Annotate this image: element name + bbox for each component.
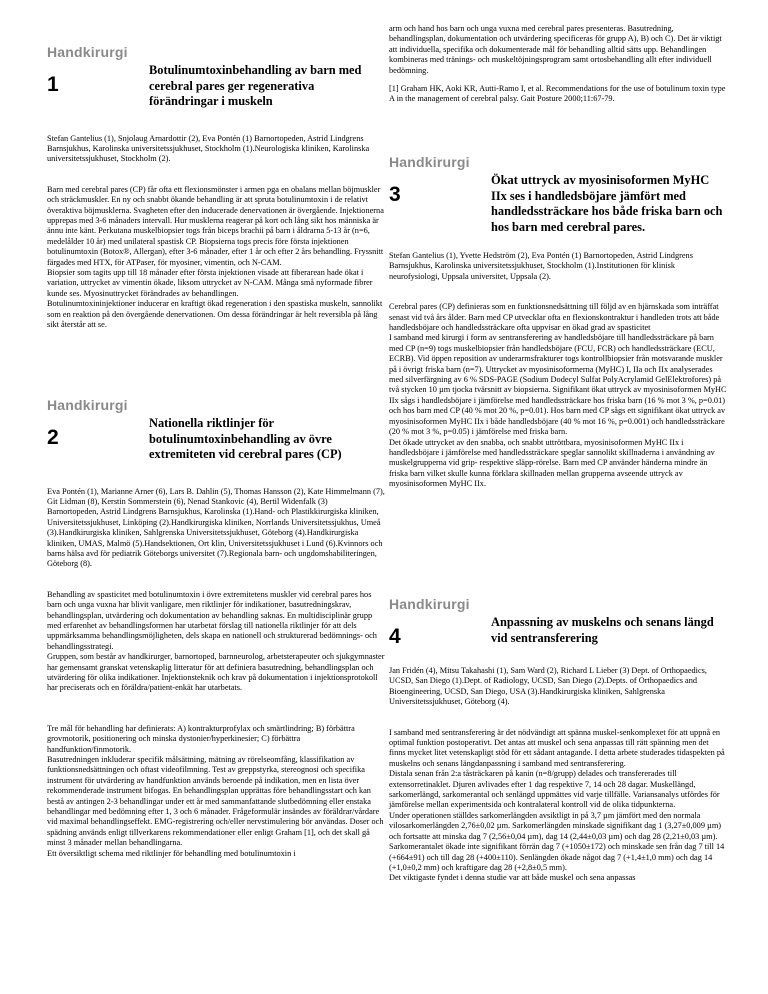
abstract-2 — [47, 397, 385, 859]
abstract-body-continued: Tre mål för behandling har definierats: A) kontrakturprofylax och smärtlindring; B) förbättra grovmotorik, positionering och minska dystonier/hyperkinesier; C) förbättra handfunktion/finmotorik. Basutredningen inkluderar specifik målsättning, mätning av rörelseomfång, klassifikation av funktionsnedsättningen och oftast videofilmning. Test av greppstyrka, stereognosi och specifika instrument för utvärdering av handfunktion används beroende på indikation, men en lista över rekommenderade instrument bifogas. En behandlingsplan upprättas före behandlingsstart och kan bestå av antingen 2-3 behandlingar under ett år med sammanfattande slutbedömning eller enstaka behandlingar med bedömning efter 1, 3 och 6 månader. Frågeformulär insändes av föräldrar/vårdare vid maximal behandlingseffekt. EMG-registrering och/eller nervstimulering bör användas. Doser och spädning används enligt tillverkarens rekommendationer eller enligt Graham [1], och det skall gå minst 3 månader mellan behandlingarna. Ett översiktligt schema med riktlinjer för behandling med botulinumtoxin i — [47, 723, 384, 858]
abstract-title: Botulinumtoxinbehandling av barn med cerebral pares ger regenerativa förändringar i muskeln — [149, 63, 362, 108]
abstract-body: Behandling av spasticitet med botulinumtoxin i övre extremitetens muskler vid cerebral pares hos barn och unga vuxna har blivit vanligare, men riktlinjer för indikationer, basutredningskrav, behandlingsplan, utvärdering och dokumentation av behandling saknas. En multidisciplinär grupp med erfarenhet av behandlingsformen har utarbetat förslag till nationella riktlinjer för att dels uppmärksamma behandlingsmöjligheten, dels skapa en nationell och strukturerad bedömnings- och behandlingsstrategi. Gruppen, som består av handkirurger, barnortoped, barnneurolog, arbetsterapeuter och sjukgymnaster har gemensamt granskat vetenskaplig litteratur för att definiera basutredning, behandlingsplan och utvärdering för olika indikationer. Injektionsteknik och krav på dokumentation i injektionsprotokoll har preciserats och en föräldra/patient-enkät har utarbetats. — [47, 589, 385, 693]
abstract-authors: Stefan Gantelius (1), Snjolaug Arnardottir (2), Eva Pontén (1) Barnortopeden, Astrid Lindgrens Barnsjukhus, Karolinska universitetssjukhuset, Stockholm (1).Neurologiska kliniken, Karolinska universitetssjukhuset, Stockholm (2). — [47, 133, 370, 164]
abstract-title: Anpassning av muskelns och senans längd vid sentransferering — [491, 615, 714, 645]
abstract-number: 4 — [389, 625, 401, 648]
section-label: Handkirurgi — [389, 596, 470, 612]
abstract-4 — [389, 596, 727, 884]
section-label: Handkirurgi — [47, 397, 128, 413]
abstract-title: Ökat uttryck av myosinisoformen MyHC IIx ses i handledsböjare jämfört med handledssträckare hos både friska barn och hos barn med cerebral pares. — [491, 173, 723, 234]
abstract-body-continuation: arm och hand hos barn och unga vuxna med cerebral pares presenteras. Basutredning, behandlingsplan, dokumentation och utvärdering specificeras för grupp A), B) och C). Det är viktigt att individuella, specifika och dokumenterade mål för behandling alltid sätts upp. Behandlingen kombineras med tränings- och muskeltöjningsprogram samt ortosbehandling allt efter individuell bedömning. — [389, 24, 722, 75]
abstract-header — [389, 615, 727, 646]
abstract-body: Barn med cerebral pares (CP) får ofta ett flexionsmönster i armen pga en obalans mellan böjmuskler och sträckmuskler. En ny och snabbt ökande behandling är att spruta botulinumtoxin i de relativt överaktiva böjmusklerna. Svagheten efter den inducerade denervationen är övergående. Injektionerna upprepas med 3-6 månaders intervall. Hur musklerna reagerar på kort och lång sikt hos människa är ännu inte känt. Perkutana muskelbiopsier togs från biceps brachii på barn i åldrarna 5-13 år (n=6, medelålder 10 år) med unilateral spastisk CP. Biopsierna togs precis före första injektionen botulinumtoxin (Botox®, Allergan), efter 3-6 månader, efter 1 år och efter 2 års behandling. Fryssnitt färgades med HTX, för ATPaser, för myosiner, vimentin, och N-CAM. Biopsier som tagits upp till 18 månader efter första injektionen visade att fiberarean hade ökat i variation, uttrycket av vimentin ökade, liksom uttrycket av N-CAM. Många små nyformade fibrer kunde ses. Myosinuttrycket förändrades av behandlingen. Botulinumtoxininjektioner inducerar en kraftigt ökad regeneration i den spastiska muskeln, sannolikt som en reaktion på den övergående denervationen. Om dessa förändringar är helt reversibla på lång sikt återstår att se. — [47, 184, 384, 329]
abstract-body: Cerebral pares (CP) definieras som en funktionsnedsättning till följd av en hjärnskada som inträffat senast vid två års ålder. Barn med CP utvecklar ofta en flexionskontraktur i handleden trots att både handledsböjare och handledssträckare ofta uppvisar en ökad grad av spasticitet I samband med kirurgi i form av sentransferering av handledsböjare till handledssträckare på barn med CP (n=9) togs muskelbiopsier från handledsböjare (FCU, FCR) och handledssträckare (ECU, ECRB). Vid öppen reposition av underarmsfrakturer togs kontrollbiopsier från motsvarande muskler på i övrigt friska barn (n=7). Uttrycket av myosinisoformerna (MyHC) I, IIa och IIx analyserades med silverfärgning av 6 % SDS-PAGE (Sodium Dodecyl Sulfat PolyAcrylamid GelElektrofores) på två stycken 10 µm tjocka tvärsnitt av biopsierna. Signifikant ökat uttryck av myosinisoformen MyHC IIx sågs i handledsböjare i jämförelse med handledssträckare hos friska barn (16 % mot 3 %, p=0.01) och hos barn med CP (40 % mot 20 %, p=0.01). Hos barn med CP sågs ett signifikant ökat uttryck av myosinisoformen MyHC IIx i både handledsböjare (40 % mot 16 %, p=0.001) och handledssträckare (20 % mot 3 %, p=0.05) i jämförelse med friska barn. Det ökade uttrycket av den snabba, och snabbt uttröttbara, myosinisoformen MyHC IIx i handledsböjare i jämförelse med handledssträckare speglar sannolikt skillnaderna i användning av muskelgrupperna vid grip- respektive släpp-rörelse. Barn med CP använder händerna mindre än friska barn vilket skulle kunna förklara skillnaden mellan grupperna avseende uttryck av myosinisoformen MyHC IIx. — [389, 302, 727, 489]
reference: [1] Graham HK, Aoki KR, Autti-Ramo I, et al. Recommendations for the use of botulinum toxin type A in the management of cerebral palsy. Gait Posture 2000;11:67-79. — [389, 84, 726, 104]
abstract-1 — [47, 44, 385, 330]
abstract-authors: Eva Pontén (1), Marianne Arner (6), Lars B. Dahlin (5), Thomas Hansson (2), Kate Himmelmann (7), Git Lidman (8), Kerstin Sommerstein (6), Nenad Stankovic (4), Bertil Widenfalk (3) Barnortopeden, Astrid Lindgrens Barnsjukhus, Karolinska (1).Hand- och Plastikkirurgiska kliniken, Universitetssjukhuset, Linköping (2).Handkirurgiska kliniken, Norrlands Universitetssjukhus, Umeå (3).Handkirurgiska kliniken, Sahlgrenska Universitetssjukhuset, Göteborg (4).Handkirurgiska kliniken, UMAS, Malmö (5).Handsektionen, Ort klin, Universitetssjukhuset i Lund (6).Kvinnors och barns hälsa avd för pediatrik Göteborgs universitet (7).Regionala barn- och ungdomshabiliteringen, Göteborg (8). — [47, 486, 385, 569]
section-label: Handkirurgi — [389, 154, 470, 170]
abstract-authors: Stefan Gantelius (1), Yvette Hedström (2), Eva Pontén (1) Barnortopeden, Astrid Lindgrens Barnsjukhus, Karolinska universitetssjukhuset, Stockholm (1).Institutionen för klinisk neurofysiologi, Uppsala universitet, Uppsala (2). — [389, 251, 693, 281]
abstract-header — [389, 173, 727, 235]
abstract-3 — [389, 154, 727, 490]
abstract-number: 1 — [47, 73, 59, 96]
abstract-title: Nationella riktlinjer för botulinumtoxinbehandling av övre extremiteten vid cerebral pares (CP) — [149, 416, 342, 461]
abstract-2-continuation — [389, 24, 727, 105]
abstract-header — [47, 63, 385, 110]
abstract-number: 2 — [47, 426, 59, 449]
section-label: Handkirurgi — [47, 44, 128, 60]
abstract-number: 3 — [389, 183, 401, 206]
abstract-authors: Jan Fridén (4), Mitsu Takahashi (1), Sam Ward (2), Richard L Lieber (3) Dept. of Orthopaedics, UCSD, San Diego (1).Dept. of Radiology, UCSD, San Diego (2).Depts. of Orthopaedics and Bioengineering, UCSD, San Diego, USA (3).Handkirurgiska kliniken, Sahlgrenska Universitetssjukhuset, Göteborg (4). — [389, 666, 707, 707]
abstract-body: I samband med sentransferering är det nödvändigt att spänna muskel-senkomplexet för att uppnå en optimal funktion postoperativt. Det antas att muskel och sena anpassas till rätt spänning men det finns mycket litet vetenskapligt stöd för ett sådant antagande. I detta arbete studerades tidaspekten på muskelns och senans längdanpassning i samband med sentransferering. Distala senan från 2:a tåsträckaren på kanin (n=8/grupp) delades och transfererades till extensorretinaklet. Djuren avlivades efter 1 dag respektive 7, 14 och 28 dagar. Muskellängd, sarkomerlängd, sarkomerantal och senlängd uppmättes vid varje tillfälle. Variansanalys utfördes för jämförelse mellan experimentsida och kontralateral kontroll vid de olika tidpunkterna. Under operationen ställdes sarkomerlängden avsiktligt in på 3,7 µm jämfört med den normala vilosarkomerlängden 2,76±0,02 µm. Sarkomerlängden minskade signifikant dag 1 (3,27±0,009 µm) och fortsatte att minska dag 7 (2,56±0,04 µm), dag 14 (2,44±0,03 µm) och dag 28 (2,21±0,03 µm). Sarkomerantalet ökade inte signifikant förrän dag 7 (+1050±172) och minskade sen från dag 7 till 14 (+664±91) och till dag 28 (+400±110). Senlängden ökade något dag 7 (+1,4±1,0 mm) och dag 14 (+1,0±0,2 mm) och kraftigare dag 28 (+2,8±0,5 mm). Det viktigaste fyndet i denna studie var att både muskel och sena anpassas — [389, 727, 725, 883]
abstract-header — [47, 416, 385, 463]
